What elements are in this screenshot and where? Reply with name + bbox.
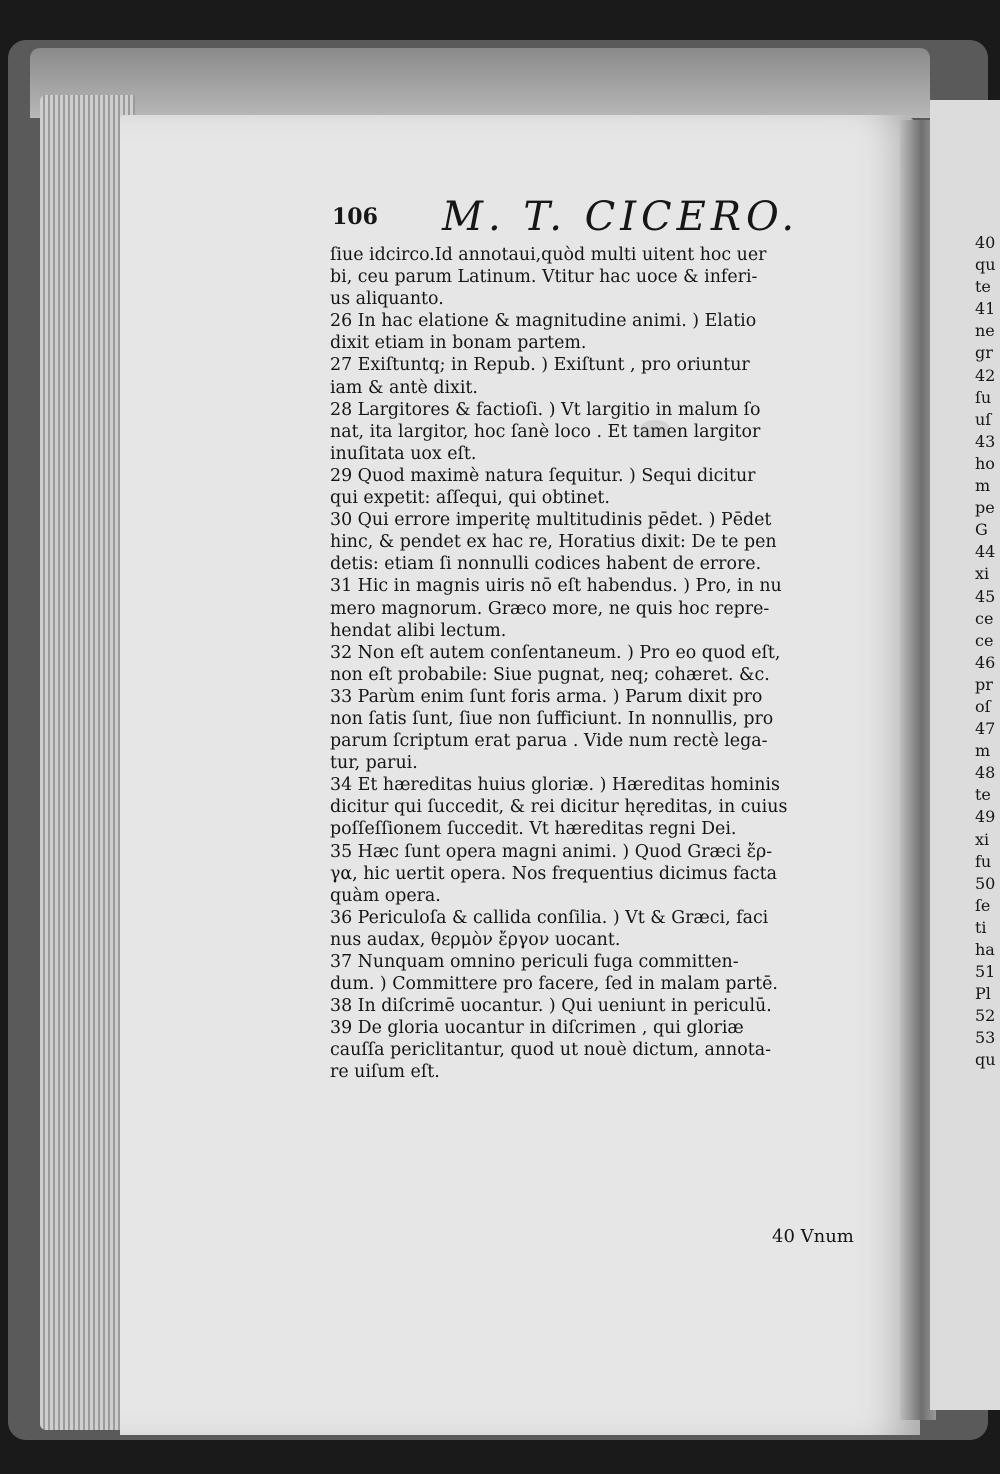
facing-line: ti [975, 917, 987, 937]
facing-page-text [975, 232, 1000, 1072]
text-line: cauſſa periclitantur, quod ut nouè dictum, annota- [330, 1040, 771, 1061]
running-head: M. T. CICERO. [442, 194, 800, 240]
text-line: 36 Periculoſa & callida conſilia. ) Vt & Græci, faci [330, 907, 769, 928]
facing-line: ce [975, 630, 994, 650]
text-line: 31 Hic in magnis uiris nō eſt habendus. ) Pro, in nu [330, 576, 782, 597]
facing-line: te [975, 785, 991, 805]
facing-line: 53 [975, 1028, 996, 1048]
cover-top-edge [30, 48, 930, 118]
facing-line: 51 [975, 962, 996, 982]
text-line: 38 In diſcrimē uocantur. ) Qui ueniunt in periculū. [330, 996, 772, 1017]
facing-line: ho [975, 453, 995, 473]
text-line: 32 Non eſt autem conſentaneum. ) Pro eo quod eſt, [330, 642, 781, 663]
facing-line: ſu [975, 387, 992, 407]
text-line: dixit etiam in bonam partem. [330, 333, 587, 354]
text-line: 33 Parùm enim ſunt foris arma. ) Parum dixit pro [330, 686, 763, 707]
facing-line: m [975, 476, 991, 496]
text-line: 28 Largitores & factioſi. ) Vt largitio in malum ſo [330, 399, 761, 420]
facing-line: te [975, 277, 991, 297]
text-line: hinc, & pendet ex hac re, Horatius dixit: De te pen [330, 532, 777, 553]
facing-line: pr [975, 674, 993, 694]
facing-line: ha [975, 940, 995, 959]
facing-line: 52 [975, 1006, 996, 1026]
facing-line: oſ [975, 696, 991, 716]
facing-line: 42 [975, 365, 996, 385]
facing-line: ne [975, 321, 995, 341]
commentary-text [330, 244, 875, 1204]
text-line: 39 De gloria uocantur in diſcrimen , qui gloriæ [330, 1018, 744, 1039]
text-line: us aliquanto. [330, 289, 444, 310]
page-header [332, 194, 872, 238]
facing-line: qu [975, 1050, 996, 1070]
text-line: inuſitata uox eſt. [330, 443, 477, 464]
facing-line: ſe [975, 895, 991, 915]
facing-line: 46 [975, 652, 996, 672]
text-line: non ſatis ſunt, ſiue non ſufficiunt. In nonnullis, pro [330, 708, 774, 729]
text-line: iam & antè dixit. [330, 377, 478, 398]
text-line: bi, ceu parum Latinum. Vtitur hac uoce & inferi- [330, 267, 758, 288]
facing-line: 43 [975, 431, 996, 451]
text-line: 34 Et hæreditas huius gloriæ. ) Hæreditas hominis [330, 775, 780, 796]
text-line: 29 Quod maximè natura ſequitur. ) Sequi dicitur [330, 465, 756, 486]
text-line: hendat alibi lectum. [330, 620, 507, 641]
facing-line: xi [975, 829, 990, 849]
facing-line: 41 [975, 299, 996, 319]
facing-line: fu [975, 851, 992, 871]
text-line: detis: etiam ſi nonnulli codices habent de errore. [330, 554, 762, 575]
facing-line: xi [975, 564, 990, 584]
facing-line: 45 [975, 586, 996, 606]
page-number: 106 [332, 204, 378, 230]
text-line: non eſt probabile: Siue pugnat, neq; cohæret. &c. [330, 664, 770, 685]
facing-line: pe [975, 498, 995, 518]
text-line: γα, hic uertit opera. Nos frequentius dicimus facta [330, 863, 777, 884]
text-line: dicitur qui ſuccedit, & rei dicitur hęreditas, in cuius [330, 797, 788, 818]
facing-line: 48 [975, 763, 996, 783]
text-line: quàm opera. [330, 885, 441, 906]
facing-line: G [975, 520, 988, 540]
text-line: 27 Exiſtuntq; in Repub. ) Exiſtunt , pro oriuntur [330, 355, 750, 376]
text-line: qui expetit: aſſequi, qui obtinet. [330, 488, 610, 509]
facing-line: Pl [975, 984, 991, 1004]
text-line: mero magnorum. Græco more, ne quis hoc repre- [330, 598, 770, 619]
text-line: 26 In hac elatione & magnitudine animi. ) Elatio [330, 311, 757, 332]
facing-line: m [975, 741, 991, 761]
text-line: tur, parui. [330, 753, 418, 774]
text-line: nus audax, θερμὸν ἔργον uocant. [330, 929, 621, 950]
facing-line: 44 [975, 542, 996, 562]
text-line: nat, ita largitor, hoc ſanè loco . Et tamen largitor [330, 421, 761, 442]
facing-line: 50 [975, 873, 996, 893]
text-line: dum. ) Committere pro facere, ſed in malam partē. [330, 974, 778, 995]
facing-line: 47 [975, 719, 996, 739]
facing-line: uſ [975, 409, 992, 429]
text-line: parum ſcriptum erat parua . Vide num rectè lega- [330, 731, 768, 752]
facing-line: gr [975, 343, 993, 363]
facing-line: qu [975, 255, 996, 275]
text-line: 37 Nunquam omnino periculi fuga committen- [330, 952, 739, 972]
text-line: poſſeſſionem ſuccedit. Vt hæreditas regni Dei. [330, 819, 737, 840]
text-line: ſiue idcirco.Id annotaui,quòd multi uitent hoc uer [330, 245, 767, 265]
text-line: re uiſum eſt. [330, 1062, 440, 1083]
facing-line: ce [975, 608, 994, 628]
facing-line: 49 [975, 807, 996, 827]
text-line: 35 Hæc ſunt opera magni animi. ) Quod Græci ἔρ- [330, 841, 773, 862]
catchword: 40 Vnum [772, 1226, 854, 1247]
facing-line: 40 [975, 233, 996, 252]
text-line: 30 Qui errore imperitę multitudinis pēdet. ) Pēdet [330, 510, 772, 531]
